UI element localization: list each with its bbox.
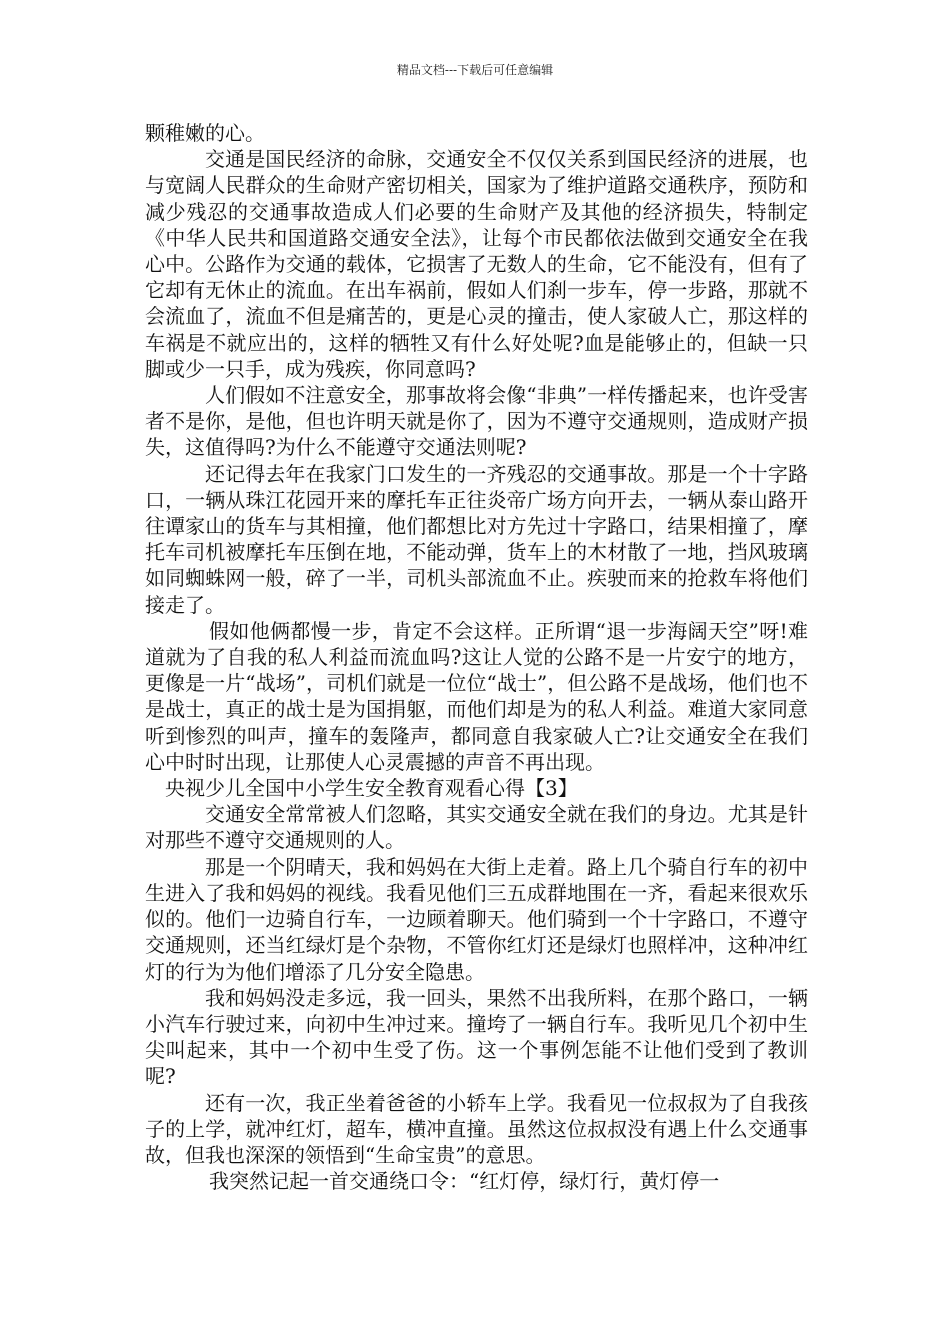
paragraph-10: 我突然记起一首交通绕口令：“红灯停，绿灯行，黄灯停一 — [209, 1169, 720, 1194]
paragraph-3: 人们假如不注意安全，那事故将会像“非典”一样传播起来，也许受害者不是你，是他，但也许明天就是你了，因为不遵守交通规则，造成财产损失，这值得吗?为什么不能遵守交通法则呢? — [145, 383, 808, 460]
paragraph-9: 还有一次，我正坐着爸爸的小轿车上学。我看见一位叔叔为了自我孩子的上学，就冲红灯，超车，横冲直撞。虽然这位叔叔没有遇上什么交通事故，但我也深深的领悟到“生命宝贵”的意思。 — [145, 1090, 808, 1167]
paragraph-2: 交通是国民经济的命脉，交通安全不仅仅关系到国民经济的进展，也与宽阔人民群众的生命财产密切相关，国家为了维护道路交通秩序，预防和减少残忍的交通事故造成人们必要的生命财产及其他的经济损失，特制定《中华人民共和国道路交通安全法》，让每个市民都依法做到交通安全在我心中。公路作为交通的载体，它损害了无数人的生命，它不能没有，但有了它却有无休止的流血。在出车祸前，假如人们刹一步车，停一步路，那就不会流血了，流血不但是痛苦的，更是心灵的撞击，使人家破人亡，那这样的车祸是不就应出的，这样的牺牲又有什么好处呢?血是能够止的，但缺一只脚或少一只手，成为残疾，你同意吗? — [145, 147, 808, 381]
paragraph-5: 假如他俩都慢一步，肯定不会这样。正所谓“退一步海阔天空”呀!难道就为了自我的私人利益而流血吗?这让人觉的公路不是一片安宁的地方，更像是一片“战场”，司机们就是一位位“战士”，但公路不是战场，他们也不是战士，真正的战士是为国捐躯，而他们却是为的私人利益。难道大家同意听到惨烈的叫声，撞车的轰隆声，都同意自我家破人亡?让交通安全在我们心中时时出现，让那使人心灵震撼的声音不再出现。 — [145, 618, 808, 774]
section-heading: 央视少儿全国中小学生安全教育观看心得【3】 — [165, 776, 578, 801]
document-body — [145, 120, 808, 1194]
paragraph-1: 颗稚嫩的心。 — [145, 121, 265, 145]
paragraph-8: 我和妈妈没走多远，我一回头，果然不出我所料，在那个路口，一辆小汽车行驶过来，向初中生冲过来。撞垮了一辆自行车。我听见几个初中生尖叫起来，其中一个初中生受了伤。这一个事例怎能不让他们受到了教训呢? — [145, 985, 808, 1089]
paragraph-7: 那是一个阴晴天，我和妈妈在大街上走着。路上几个骑自行车的初中生进入了我和妈妈的视线。我看见他们三五成群地围在一齐，看起来很欢乐似的。他们一边骑自行车，一边顾着聊天。他们骑到一个十字路口，不遵守交通规则，还当红绿灯是个杂物，不管你红灯还是绿灯也照样冲，这种冲红灯的行为为他们增添了几分安全隐患。 — [145, 854, 808, 984]
page-header: 精品文档---下载后可任意编辑 — [396, 63, 554, 77]
paragraph-4: 还记得去年在我家门口发生的一齐残忍的交通事故。那是一个十字路口，一辆从珠江花园开来的摩托车正往炎帝广场方向开去，一辆从泰山路开往谭家山的货车与其相撞，他们都想比对方先过十字路口，结果相撞了，摩托车司机被摩托车压倒在地，不能动弹，货车上的木材散了一地，挡风玻璃如同蜘蛛网一般，碎了一半，司机头部流血不止。疾驶而来的抢救车将他们接走了。 — [145, 461, 808, 617]
paragraph-6: 交通安全常常被人们忽略，其实交通安全就在我们的身边。尤其是针对那些不遵守交通规则的人。 — [145, 802, 808, 853]
